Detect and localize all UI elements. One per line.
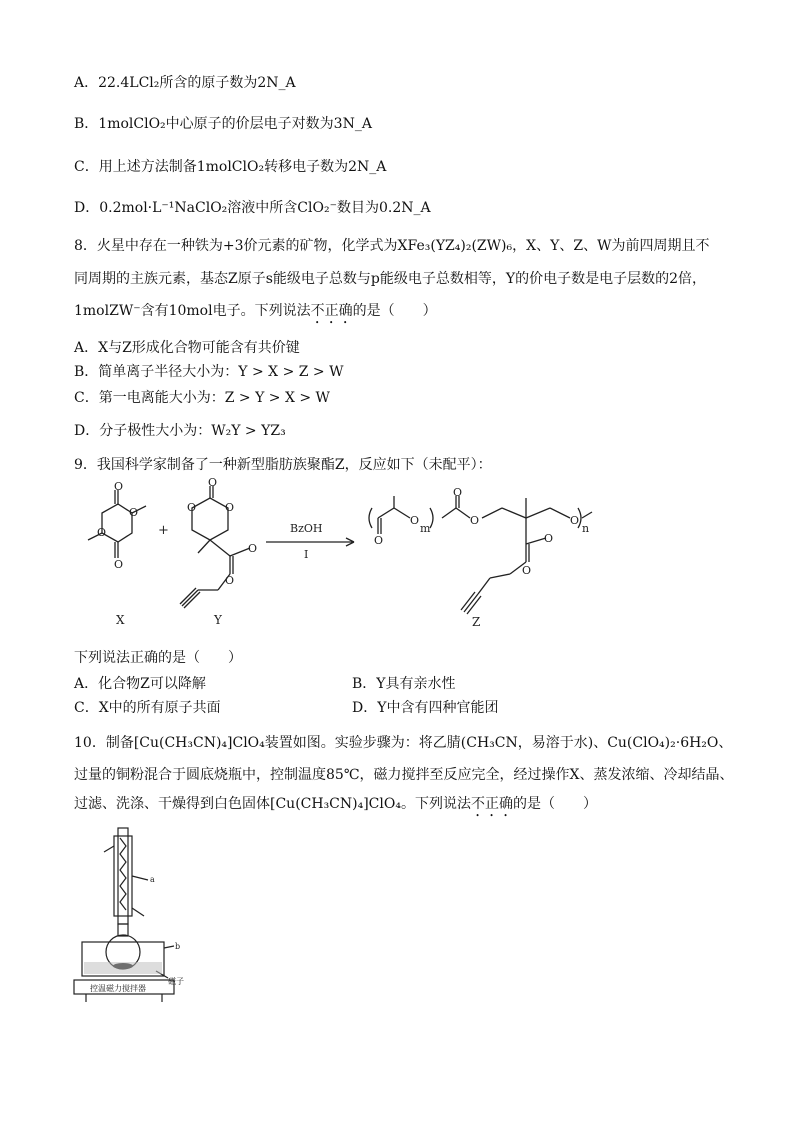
reagent-top: BzOH (290, 522, 323, 535)
label-magnet: 磁子 (168, 977, 184, 986)
y-oxygen-ester: O (225, 574, 235, 587)
x-oxygen-bottom: O (114, 558, 124, 571)
x-oxygen-ring-right: O (129, 506, 139, 519)
z-oxygen-3: O (453, 486, 463, 499)
label-y: Y (214, 613, 222, 627)
q10-emphasis: 不正确 (470, 796, 513, 812)
q8-stem-line-2: 同周期的主族元素，基态Z原子s能级电子总数与p能级电子总数相等，Y的价电子数是电子层数的2倍， (74, 271, 707, 287)
z-oxygen-4: O (470, 514, 480, 527)
z-oxygen-6: O (544, 532, 554, 545)
q9-option-b: B．Y具有亲水性 (352, 676, 456, 692)
q10-apparatus-diagram (70, 826, 190, 1008)
label-b: b (175, 942, 181, 951)
q10-stem-line-2: 过量的铜粉混合于圆底烧瓶中，控制温度85℃，磁力搅拌至反应完全，经过操作X、蒸发浓缩、冷却结晶、 (74, 767, 734, 783)
x-oxygen-top: O (114, 480, 124, 493)
option-a-prev: A．22.4LCl₂所含的原子数为2N_A (74, 75, 296, 91)
y-oxygen-top: O (208, 478, 218, 489)
option-b-prev: B．1molClO₂中心原子的价层电子对数为3N_A (74, 116, 372, 132)
q8-stem-line-3 (74, 301, 437, 327)
q8-stem-line-1: 8．火星中存在一种铁为+3价元素的矿物，化学式为XFe₃(YZ₄)₂(ZW)₆，X、Y、Z、W为前四周期且不 (74, 238, 710, 254)
q10-stem-line-3 (74, 794, 597, 820)
q8-emphasis: 不正确 (310, 303, 353, 319)
label-stirrer: 控温磁力搅拌器 (90, 984, 146, 993)
q9-option-a: A．化合物Z可以降解 (74, 676, 206, 692)
q10-stem-line-3-a: 过滤、洗涤、干燥得到白色固体[Cu(CH₃CN)₄]ClO₄。下列说法 (74, 796, 471, 812)
q8-option-a: A．X与Z形成化合物可能含有共价键 (74, 340, 300, 356)
x-oxygen-ring-left: O (97, 526, 107, 539)
label-z: Z (472, 615, 481, 629)
q9-prompt: 下列说法正确的是（ ） (74, 650, 242, 666)
q10-stem-line-3-b: 的是（ ） (512, 796, 597, 812)
subscript-n: n (582, 522, 590, 535)
y-oxygen-ring-right: O (225, 501, 235, 514)
plus-sign: + (158, 523, 169, 538)
q8-option-c: C．第一电离能大小为：Z > Y > X > W (74, 390, 330, 406)
q8-option-d: D．分子极性大小为：W₂Y > YZ₃ (74, 423, 286, 439)
reagent-bottom: I (304, 548, 309, 561)
q8-stem-line-3-a: 1molZW⁻含有10mol电子。下列说法 (74, 303, 311, 319)
y-oxygen-ring-left: O (187, 501, 197, 514)
option-c-prev: C．用上述方法制备1molClO₂转移电子数为2N_A (74, 159, 387, 175)
q9-reaction-scheme (70, 478, 710, 638)
q10-stem-line-1: 10．制备[Cu(CH₃CN)₄]ClO₄装置如图。实验步骤为：将乙腈(CH₃CN，易溶于水)、Cu(ClO₄)₂·6H₂O、 (74, 735, 733, 751)
label-a: a (150, 875, 155, 884)
q9-stem: 9．我国科学家制备了一种新型脂肪族聚酯Z，反应如下（未配平）： (74, 457, 492, 473)
q9-option-c: C．X中的所有原子共面 (74, 700, 221, 716)
z-oxygen-7: O (522, 564, 532, 577)
subscript-m: m (420, 522, 431, 535)
y-oxygen-carbonyl: O (248, 542, 258, 555)
option-d-prev: D．0.2mol·L⁻¹NaClO₂溶液中所含ClO₂⁻数目为0.2N_A (74, 200, 431, 216)
z-oxygen-5: O (570, 514, 580, 527)
q8-option-b: B．简单离子半径大小为：Y > X > Z > W (74, 364, 344, 380)
label-x: X (116, 613, 125, 627)
q8-stem-line-3-b: 的是（ ） (352, 303, 437, 319)
z-oxygen-2: O (410, 514, 420, 527)
z-oxygen-1: O (374, 534, 384, 547)
q9-option-d: D．Y中含有四种官能团 (352, 700, 499, 716)
